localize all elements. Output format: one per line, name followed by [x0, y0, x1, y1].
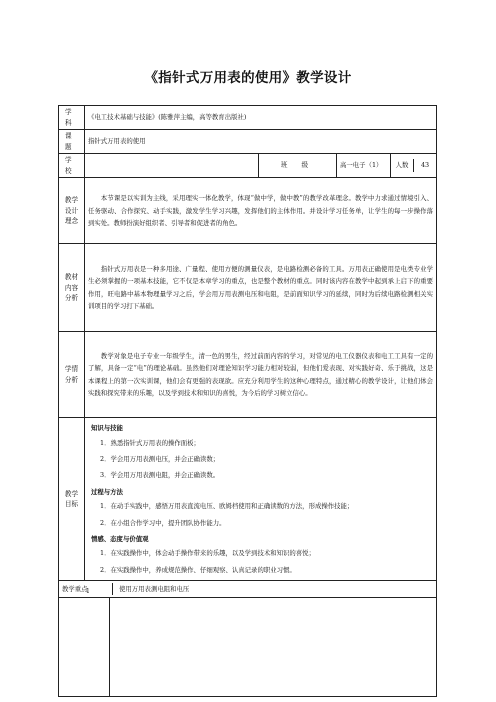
concept-text-cell — [85, 178, 437, 244]
blank-cell-right — [231, 598, 437, 697]
focus-blank — [231, 581, 437, 598]
subject-label: 学 科 — [59, 106, 85, 130]
focus-label: 教学重点 — [59, 583, 113, 595]
students-label: 学情分析 — [59, 332, 85, 418]
count-label: 人数 — [391, 159, 414, 171]
page-number: 1 — [86, 588, 90, 595]
lesson-plan-table — [58, 105, 437, 697]
focus-text: 使用万用表测电阻和电压 — [119, 584, 190, 593]
row-school — [59, 154, 437, 178]
school-value — [85, 154, 259, 178]
row-objectives — [59, 418, 437, 581]
objectives-label: 教学目标 — [59, 418, 85, 581]
emotion-item: 2．在实践操作中，养成规范操作、仔细观察、认真记录的职业习惯。 — [100, 565, 296, 574]
document-title: 《指针式万用表的使用》教学设计 — [144, 70, 352, 86]
row-subject — [59, 106, 437, 130]
row-blank — [59, 598, 437, 697]
row-concept — [59, 178, 437, 244]
topic-label: 课 题 — [59, 130, 85, 154]
material-label: 教材内容分析 — [59, 244, 85, 332]
class-value: 高一电子（1） — [337, 154, 391, 178]
students-text-cell — [85, 332, 437, 418]
knowledge-heading: 知识与技能 — [91, 424, 123, 433]
count-cell — [391, 154, 437, 178]
row-topic — [59, 130, 437, 154]
subject-value: 《电工技术基础与技能》(陈雅萍主编，高等教育出版社) — [85, 106, 437, 130]
material-text: 指针式万用表是一种多用途、广量程、使用方便的测量仪表，是电路检测必备的工具。万用表正确使用是电类专业学生必须掌握的一项基本技能，它不仅是本章学习的重点，也是整个教材的重点。同时该内容在教学中起到承上启下的重要作用，旺电路中基本物理量学习之后，学会用万用表测电压和电阻，是前面知识学习的延续，同时为后续电路检测相关实训项目的学习打下基础。 — [88, 264, 434, 311]
emotion-heading: 情感、态度与价值观 — [91, 534, 149, 543]
row-material — [59, 244, 437, 332]
process-item: 2．在小组合作学习中，提升团队协作能力。 — [100, 518, 226, 527]
objectives-cell — [85, 418, 437, 581]
knowledge-item: 2．学会用万用表测电压，并会正确读数； — [100, 455, 220, 464]
process-heading: 过程与方法 — [91, 487, 123, 496]
row-students — [59, 332, 437, 418]
students-text: 教学对象是电子专业一年级学生，清一色的男生，经过前面内容的学习，对常见的电工仪器仪表和电工工具有一定的了解，具备一定“电”的理论基础。虽然他们对理论知识学习能力相对较弱，但他们爱表现、对实践好奇、乐于挑战，这是本课程上的第一次实训课，他们会有更强的表现欲。应充分利用学生的这种心理特点，通过精心的教学设计，让他们体会实践和探究带来的乐趣，以及学到技术和知识的喜悦，为今后的学习树立信心。 — [88, 351, 434, 398]
count-value: 43 — [420, 161, 430, 170]
blank-cell-left — [59, 598, 231, 697]
topic-value: 指针式万用表的使用 — [85, 130, 437, 154]
focus-label-cell — [59, 581, 231, 598]
emotion-item: 1．在实践操作中，体会动手操作带来的乐趣，以及学到技术和知识的喜悦； — [100, 549, 315, 558]
concept-label: 教学设计理念 — [59, 178, 85, 244]
blank-label-column — [59, 598, 110, 696]
knowledge-item: 1．熟悉指针式万用表的操作面板； — [100, 438, 200, 447]
row-focus — [59, 581, 437, 598]
process-item: 1．在动手实践中，感悟万用表直流电压、欧姆档使用和正确读数的方法，形成操作技能； — [100, 502, 354, 511]
class-label: 班 级 — [259, 154, 337, 178]
school-label: 学 校 — [59, 154, 85, 178]
material-text-cell — [85, 244, 437, 332]
concept-text: 本节课是以实训为主线，采用理实一体化教学，体现“做中学，做中教”的教学改革理念。教学中力求通过情境引入、任务驱动、合作探究、动手实践，激发学生学习兴趣，发挥他们的主体作用。并设计学习任务单，让学生的每一步操作落到实处。教师扮演好组织者、引导者和促进者的角色。 — [88, 194, 434, 228]
knowledge-item: 3．学会用万用表测电阻，并会正确读数。 — [100, 471, 220, 480]
blank-content — [110, 598, 231, 696]
